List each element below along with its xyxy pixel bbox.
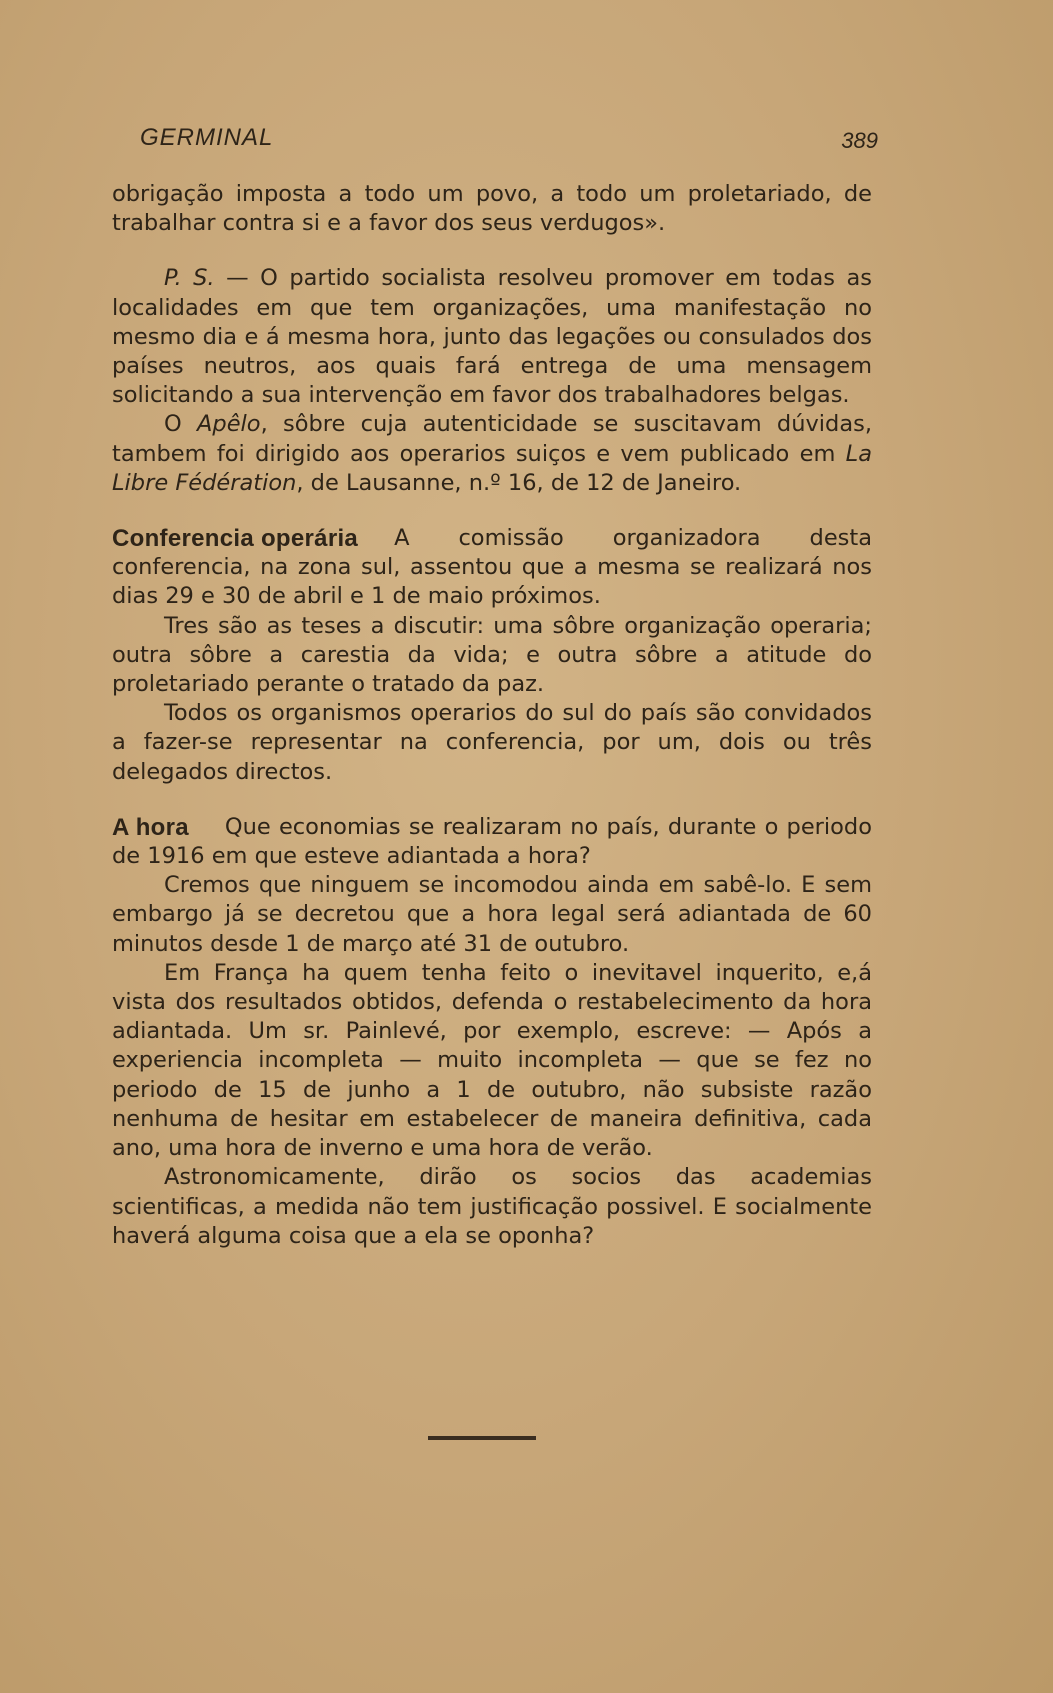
body-text xyxy=(112,180,872,1251)
section-heading-conferencia: Conferencia operária xyxy=(112,525,359,553)
conferencia-text-1: A comissão organizadora desta conferencia, na zona sul, assentou que a mesma se realizará nos dias 29 e 30 de abril e 1 de maio próximos. xyxy=(112,525,872,610)
paragraph-continuation: obrigação imposta a todo um povo, a todo um proletariado, de trabalhar contra si e a favor dos seus verdugos». xyxy=(112,181,872,237)
section-heading-hora: A hora xyxy=(112,813,189,841)
conferencia-paragraph-2: Tres são as teses a discutir: uma sôbre organização operaria; outra sôbre a carestia da vida; e outra sôbre a atitude do proletariado perante o tratado da paz. xyxy=(112,612,872,698)
hora-paragraph-2: Cremos que ninguem se incomodou ainda em sabê-lo. E sem embargo já se decretou que a hora legal será adiantada de 60 minutos desde 1 de março até 31 de outubro. xyxy=(112,872,872,957)
page-header xyxy=(140,124,878,164)
hora-paragraph-4: Astronomicamente, dirão os socios das academias scientificas, a medida não tem justificação possivel. E socialmente haverá alguma coisa que a ela se oponha? xyxy=(112,1164,872,1249)
postscript-label: P. S. xyxy=(164,265,215,292)
conferencia-paragraph-3: Todos os organismos operarios do sul do país são convidados a fazer-se representar na conferencia, por um, dois ou três delegados directos. xyxy=(112,700,872,785)
paragraph-postscript xyxy=(112,264,872,410)
section-hora xyxy=(112,813,872,1251)
apelo-text-a: O xyxy=(164,411,198,438)
running-head: GERMINAL xyxy=(140,124,274,151)
conferencia-paragraph-1 xyxy=(112,524,872,612)
hora-paragraph-1 xyxy=(112,813,872,871)
postscript-text: — O partido socialista resolveu promover em todas as localidades em que tem organizações, uma manifestação no mesmo dia e á mesma hora, junto das legações ou consulados dos países neutros, aos quais fará entrega de uma mensagem solicitando a sua intervenção em favor dos trabalhadores belgas. xyxy=(112,265,872,409)
publication-title: La Libre Fédération xyxy=(112,440,872,496)
page-number: 389 xyxy=(841,128,878,153)
paragraph-apelo xyxy=(112,410,872,498)
apelo-text-b: , sôbre cuja autenticidade se suscitavam dúvidas, tambem foi dirigido aos operarios suiços e vem publicado em xyxy=(112,411,872,467)
hora-paragraph-3: Em França ha quem tenha feito o inevitavel inquerito, e,á vista dos resultados obtidos, defenda o restabelecimento da hora adiantada. Um sr. Painlevé, por exemplo, escreve: — Após a experiencia incompleta — muito incompleta — que se fez no periodo de 15 de junho a 1 de outubro, não subsiste razão nenhuma de hesitar em estabelecer de maneira definitiva, cada ano, uma hora de inverno e uma hora de verão. xyxy=(112,959,872,1162)
apelo-title: Apêlo xyxy=(197,411,261,438)
closing-rule xyxy=(428,1436,536,1440)
section-conferencia xyxy=(112,524,872,787)
hora-text-1: Que economias se realizaram no país, durante o periodo de 1916 em que esteve adiantada a hora? xyxy=(112,813,872,870)
apelo-text-c: , de Lausanne, n.º 16, de 12 de Janeiro. xyxy=(296,469,742,496)
